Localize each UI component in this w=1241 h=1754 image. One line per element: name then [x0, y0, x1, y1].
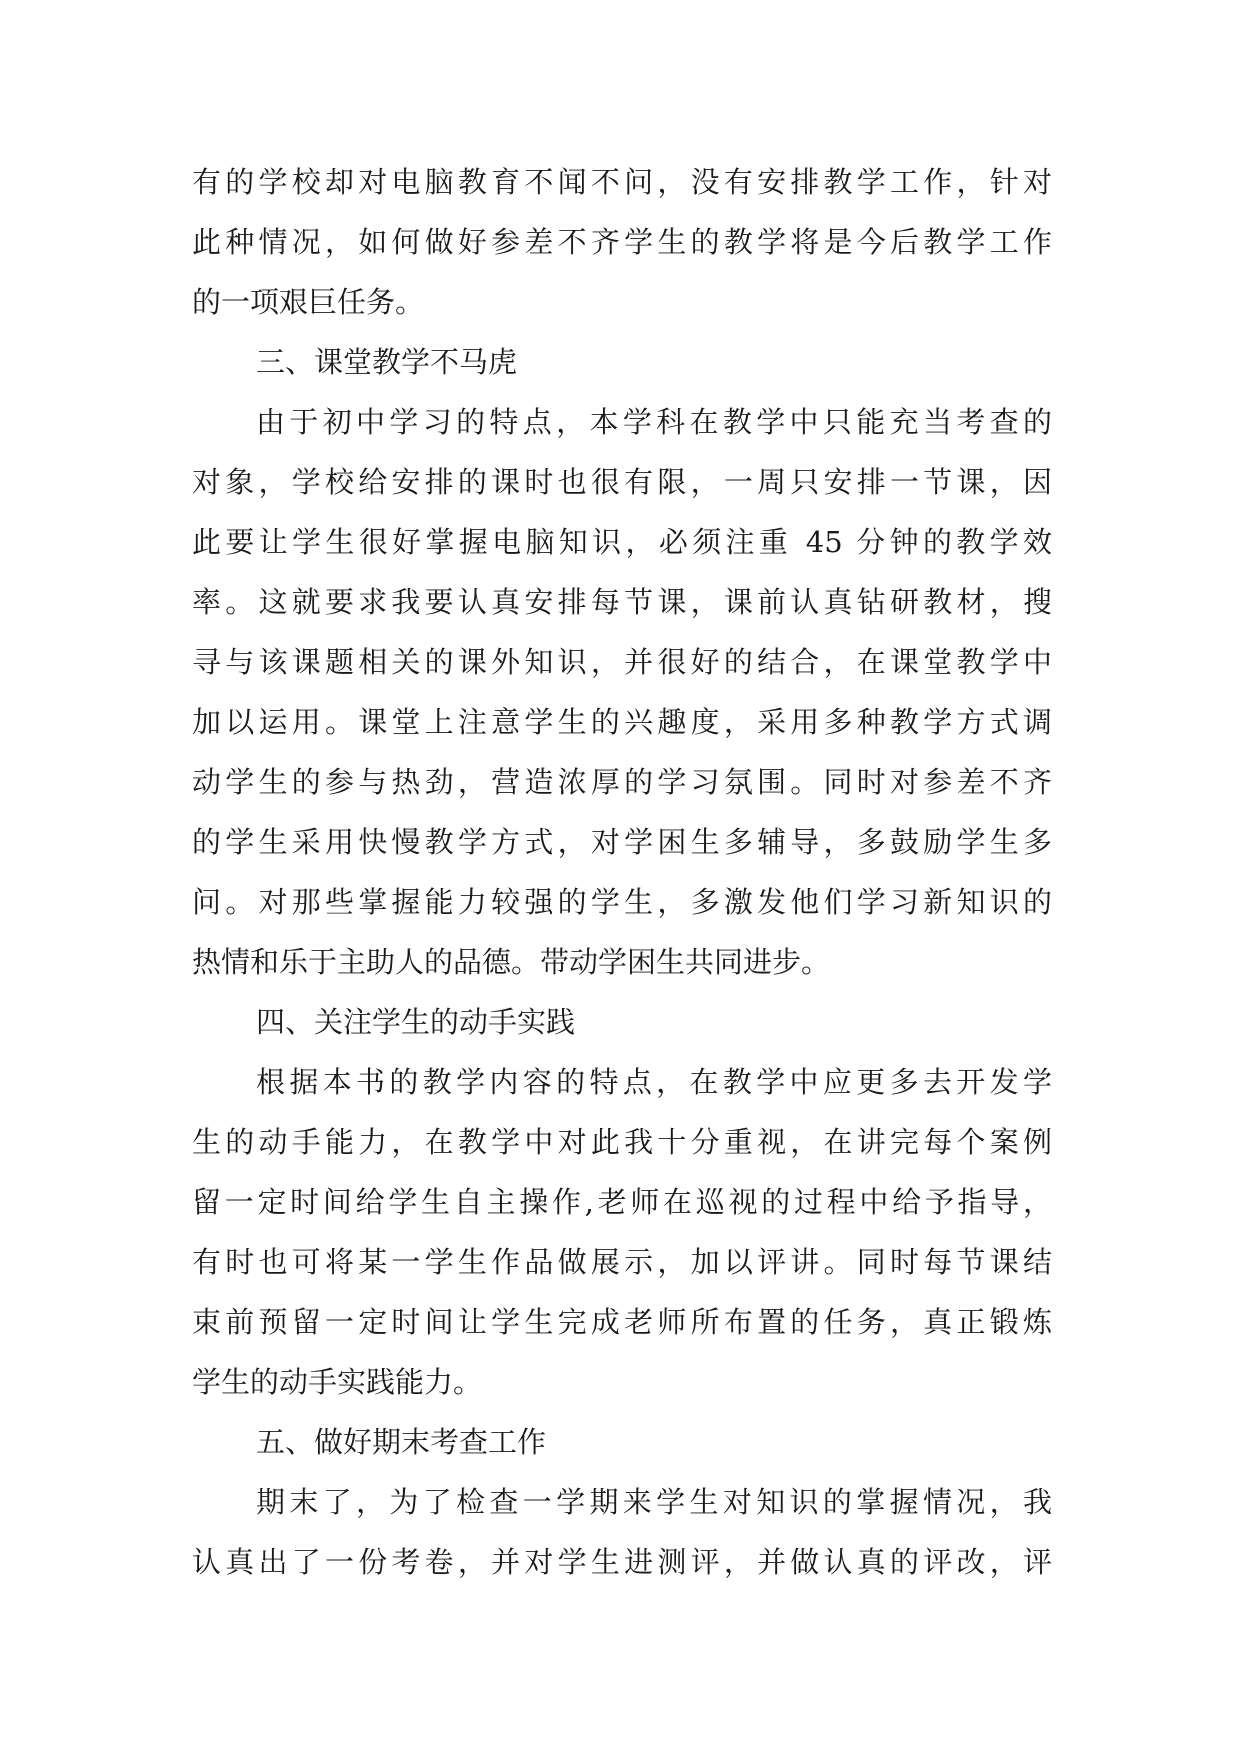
text-line: 由于初中学习的特点，本学科在教学中只能充当考查的	[256, 405, 1052, 439]
text-line: 寻与该课题相关的课外知识，并很好的结合，在课堂教学中	[192, 645, 1052, 679]
section-heading-3: 三、课堂教学不马虎	[256, 345, 518, 379]
text-line: 有的学校却对电脑教育不闻不问，没有安排教学工作，针对	[192, 165, 1052, 199]
text-line: 的一项艰巨任务。	[192, 285, 425, 319]
text-line: 热情和乐于主助人的品德。带动学困生共同进步。	[192, 945, 831, 979]
text-line: 的学生采用快慢教学方式，对学困生多辅导，多鼓励学生多	[192, 825, 1052, 859]
text-line: 此要让学生很好掌握电脑知识，必须注重 45 分钟的教学效	[192, 525, 1052, 559]
text-line: 学生的动手实践能力。	[192, 1365, 483, 1399]
section-heading-4: 四、关注学生的动手实践	[256, 1005, 576, 1039]
document-body	[192, 152, 1052, 1592]
text-line: 动学生的参与热劲，营造浓厚的学习氛围。同时对参差不齐	[192, 765, 1052, 799]
section-heading-5: 五、做好期末考查工作	[256, 1425, 547, 1459]
text-line: 期末了，为了检查一学期来学生对知识的掌握情况，我	[256, 1485, 1052, 1519]
text-line: 对象，学校给安排的课时也很有限，一周只安排一节课，因	[192, 465, 1052, 499]
text-line: 根据本书的教学内容的特点，在教学中应更多去开发学	[256, 1065, 1052, 1099]
text-line: 生的动手能力，在教学中对此我十分重视，在讲完每个案例	[192, 1125, 1052, 1159]
text-line: 束前预留一定时间让学生完成老师所布置的任务，真正锻炼	[192, 1305, 1052, 1339]
text-line: 留一定时间给学生自主操作,老师在巡视的过程中给予指导，	[192, 1185, 1052, 1219]
text-line: 问。对那些掌握能力较强的学生，多激发他们学习新知识的	[192, 885, 1052, 919]
text-line: 加以运用。课堂上注意学生的兴趣度，采用多种教学方式调	[192, 705, 1052, 739]
text-line: 认真出了一份考卷，并对学生进测评，并做认真的评改，评	[192, 1545, 1052, 1579]
text-line: 率。这就要求我要认真安排每节课，课前认真钻研教材，搜	[192, 585, 1052, 619]
text-line: 有时也可将某一学生作品做展示，加以评讲。同时每节课结	[192, 1245, 1052, 1279]
text-line: 此种情况，如何做好参差不齐学生的教学将是今后教学工作	[192, 225, 1052, 259]
